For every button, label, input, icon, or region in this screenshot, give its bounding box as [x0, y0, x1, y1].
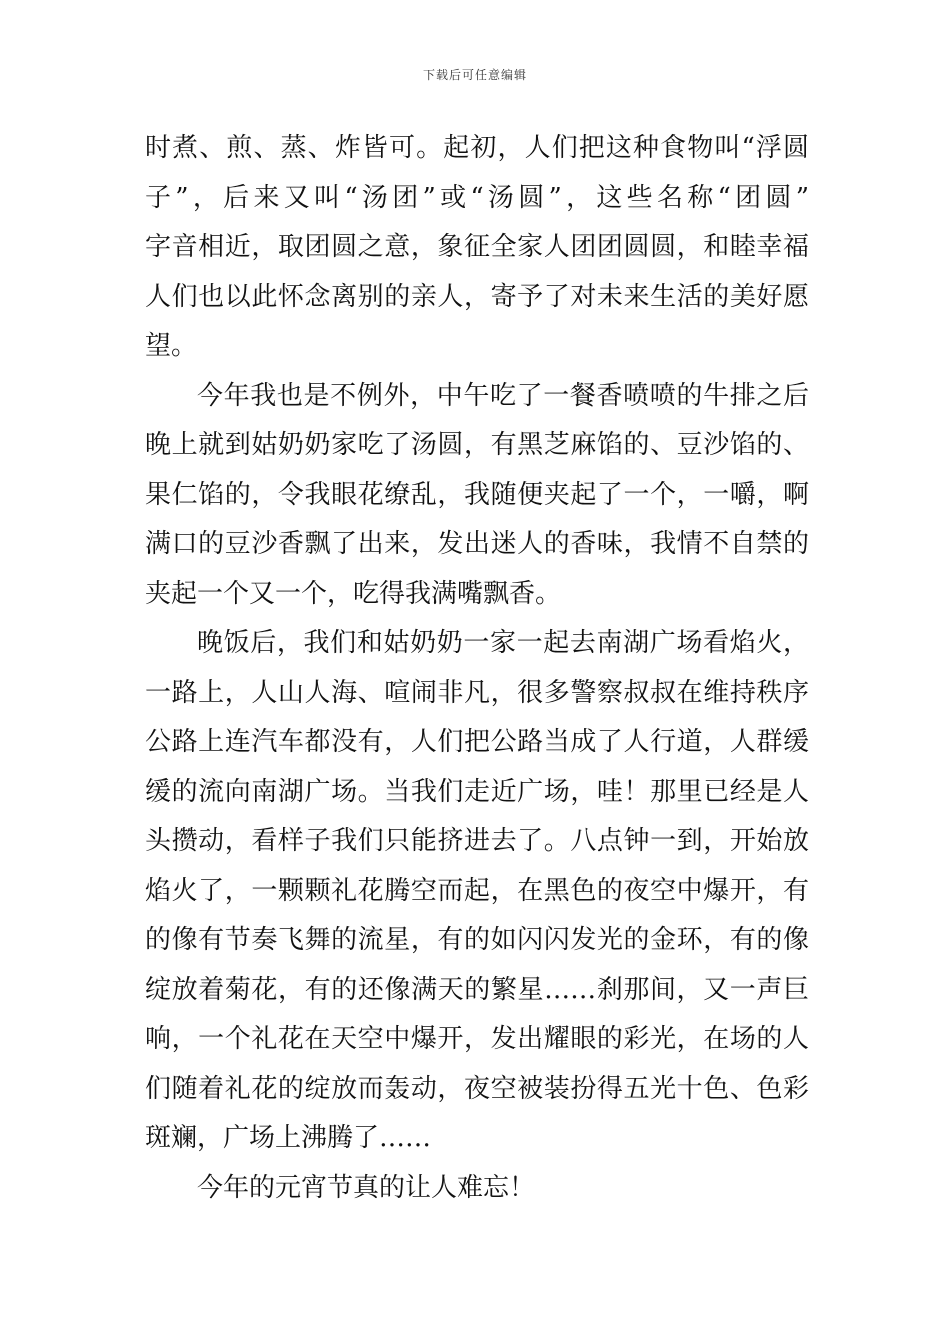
text-line: 晚上就到姑奶奶家吃了汤圆，有黑芝麻馅的、豆沙馅的、	[145, 430, 809, 460]
document-body	[145, 124, 809, 1213]
text-line: 字音相近，取团圆之意，象征全家人团团圆圆，和睦幸福	[145, 232, 809, 262]
text-line: 的像有节奏飞舞的流星，有的如闪闪发光的金环，有的像	[145, 925, 809, 955]
text-line: 响，一个礼花在天空中爆开，发出耀眼的彩光，在场的人	[145, 1024, 809, 1054]
text-line: 子”，后来又叫“汤团”或“汤圆”，这些名称“团圆”	[145, 182, 809, 213]
header-note: 下载后可任意编辑	[422, 68, 527, 82]
text-line: 焰火了，一颗颗礼花腾空而起，在黑色的夜空中爆开，有	[145, 875, 809, 906]
text-line: 人们也以此怀念离别的亲人，寄予了对未来生活的美好愿	[145, 281, 809, 312]
text-line: 绽放着菊花，有的还像满天的繁星……刹那间，又一声巨	[145, 974, 809, 1005]
text-line: 满口的豆沙香飘了出来，发出迷人的香味，我情不自禁的	[145, 529, 809, 559]
text-line: 望。	[145, 331, 198, 361]
text-line: 一路上，人山人海、喧闹非凡，很多警察叔叔在维持秩序	[145, 677, 809, 708]
text-line: 缓的流向南湖广场。当我们走近广场，哇！那里已经是人	[145, 776, 809, 807]
paragraph-first-line: 晚饭后，我们和姑奶奶一家一起去南湖广场看焰火，	[197, 628, 809, 658]
text-line: 果仁馅的，令我眼花缭乱，我随便夹起了一个，一嚼，啊	[145, 479, 809, 510]
text-line: 们随着礼花的绽放而轰动，夜空被装扮得五光十色、色彩	[145, 1073, 809, 1104]
paragraph-first-line: 今年我也是不例外，中午吃了一餐香喷喷的牛排之后	[197, 380, 809, 411]
closing-line: 今年的元宵节真的让人难忘！	[197, 1172, 536, 1203]
text-line: 夹起一个又一个，吃得我满嘴飘香。	[145, 578, 562, 609]
text-line: 头攒动，看样子我们只能挤进去了。八点钟一到，开始放	[145, 826, 809, 856]
text-line: 公路上连汽车都没有，人们把公路当成了人行道，人群缓	[145, 727, 809, 757]
text-line: 时煮、煎、蒸、炸皆可。起初，人们把这种食物叫“浮圆	[145, 133, 809, 163]
text-line: 斑斓，广场上沸腾了……	[145, 1123, 432, 1153]
